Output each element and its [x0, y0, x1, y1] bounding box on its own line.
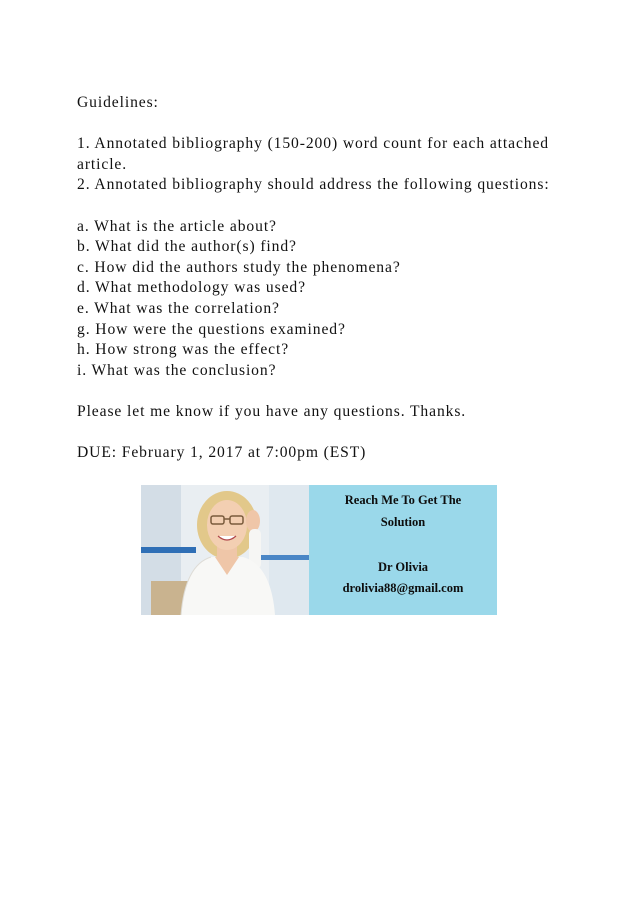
closing-note: Please let me know if you have any questions. Thanks. [77, 402, 467, 420]
contact-card [309, 485, 497, 615]
spacer [77, 381, 577, 402]
question-b: b. What did the author(s) find? [77, 238, 297, 256]
due-date: DUE: February 1, 2017 at 7:00pm (EST) [77, 444, 367, 462]
guideline-item-1: 1. Annotated bibliography (150-200) word count for each attached article. [77, 135, 550, 173]
guidelines-heading: Guidelines: [77, 94, 159, 111]
document-body [77, 93, 577, 464]
guideline-item-2: 2. Annotated bibliography should address the following questions: [77, 176, 550, 194]
banner-line-1: Reach Me To Get The [344, 493, 462, 507]
question-a: a. What is the article about? [77, 217, 277, 235]
spacer [77, 114, 577, 135]
question-c: c. How did the authors study the phenomena? [77, 258, 401, 276]
question-e: e. What was the correlation? [77, 299, 280, 317]
contact-email: drolivia88@gmail.com [342, 581, 464, 595]
contact-name: Dr Olivia [377, 560, 429, 574]
question-g: g. How were the questions examined? [77, 320, 346, 338]
woman-photo-illustration [141, 485, 309, 615]
contact-banner [141, 485, 497, 615]
spacer [77, 423, 577, 444]
question-h: h. How strong was the effect? [77, 341, 290, 359]
question-i: i. What was the conclusion? [77, 361, 277, 379]
banner-line-2: Solution [380, 515, 426, 529]
spacer [77, 196, 577, 217]
woman-photo [141, 485, 309, 615]
question-d: d. What methodology was used? [77, 279, 306, 297]
